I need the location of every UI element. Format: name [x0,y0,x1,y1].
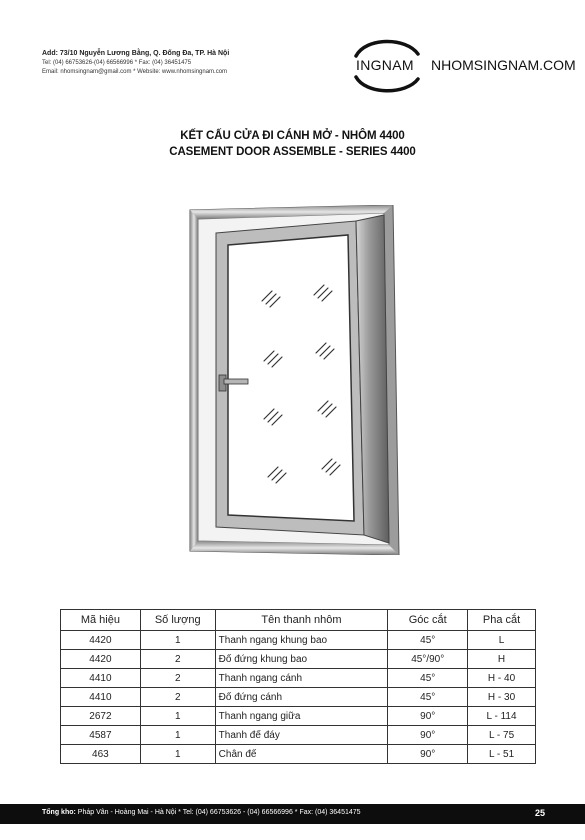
casement-door-illustration [186,205,401,560]
cell-cut-length: L - 75 [468,726,536,745]
footer-info [42,809,361,816]
cell-cut-length: L [468,631,536,650]
page-title-en: CASEMENT DOOR ASSEMBLE - SERIES 4400 [169,146,416,158]
footer-label: Tổng kho: [42,809,76,816]
column-header-profile-name: Tên thanh nhôm [215,610,388,631]
cell-quantity: 2 [140,688,215,707]
logo-site-text: NHOMSINGNAM.COM [431,57,576,73]
cell-quantity: 1 [140,631,215,650]
table-row [61,650,536,669]
header-address: Add: 73/10 Nguyễn Lương Bằng, Q. Đống Đa, TP. Hà Nội [42,50,230,57]
table-row [61,745,536,764]
cell-code: 4420 [61,631,141,650]
footer-text: Pháp Vân - Hoàng Mai - Hà Nội * Tel: (04) 66753626 - (04) 66566996 * Fax: (04) 36451475 [75,809,361,816]
cell-code: 4410 [61,669,141,688]
cell-quantity: 2 [140,669,215,688]
column-header-cut-angle: Góc cắt [388,610,468,631]
cell-quantity: 1 [140,745,215,764]
header-phone: Tel: (04) 66753626-(04) 66566996 * Fax: (04) 36451475 [42,60,192,66]
cell-code: 4587 [61,726,141,745]
cell-profile-name: Thanh đế đáy [215,726,388,745]
table-row [61,707,536,726]
column-header-code: Mã hiệu [61,610,141,631]
cell-cut-angle: 45° [388,631,468,650]
cell-code: 463 [61,745,141,764]
cell-quantity: 1 [140,726,215,745]
table-row [61,726,536,745]
column-header-quantity: Số lượng [140,610,215,631]
header-email: Email: nhomsingnam@gmail.com * Website: www.nhomsingnam.com [42,69,228,75]
cell-quantity: 1 [140,707,215,726]
cell-cut-angle: 90° [388,745,468,764]
cell-profile-name: Thanh ngang giữa [215,707,388,726]
cell-cut-length: H - 40 [468,669,536,688]
cell-cut-angle: 45° [388,669,468,688]
column-header-cut-length: Pha cắt [468,610,536,631]
cell-cut-length: H - 30 [468,688,536,707]
cell-profile-name: Đố đứng khung bao [215,650,388,669]
cell-cut-angle: 90° [388,726,468,745]
table-header-row [61,610,536,631]
profile-spec-table [60,609,536,764]
cell-profile-name: Thanh ngang cánh [215,669,388,688]
table-row [61,669,536,688]
cell-code: 4420 [61,650,141,669]
header-contact [42,49,302,77]
page-number: 25 [534,808,545,818]
table-row [61,688,536,707]
cell-profile-name: Chân đế [215,745,388,764]
logo-brand-text: INGNAM [356,57,414,73]
page-title-vi: KẾT CẤU CỬA ĐI CÁNH MỞ - NHÔM 4400 [180,130,405,142]
cell-profile-name: Đố đứng cánh [215,688,388,707]
footer-bar [0,804,585,824]
cell-quantity: 2 [140,650,215,669]
table-row [61,631,536,650]
cell-profile-name: Thanh ngang khung bao [215,631,388,650]
cell-code: 2672 [61,707,141,726]
company-logo [348,37,576,95]
cell-cut-angle: 45°/90° [388,650,468,669]
cell-cut-length: L - 51 [468,745,536,764]
cell-cut-length: L - 114 [468,707,536,726]
cell-cut-angle: 45° [388,688,468,707]
cell-cut-angle: 90° [388,707,468,726]
cell-cut-length: H [468,650,536,669]
cell-code: 4410 [61,688,141,707]
